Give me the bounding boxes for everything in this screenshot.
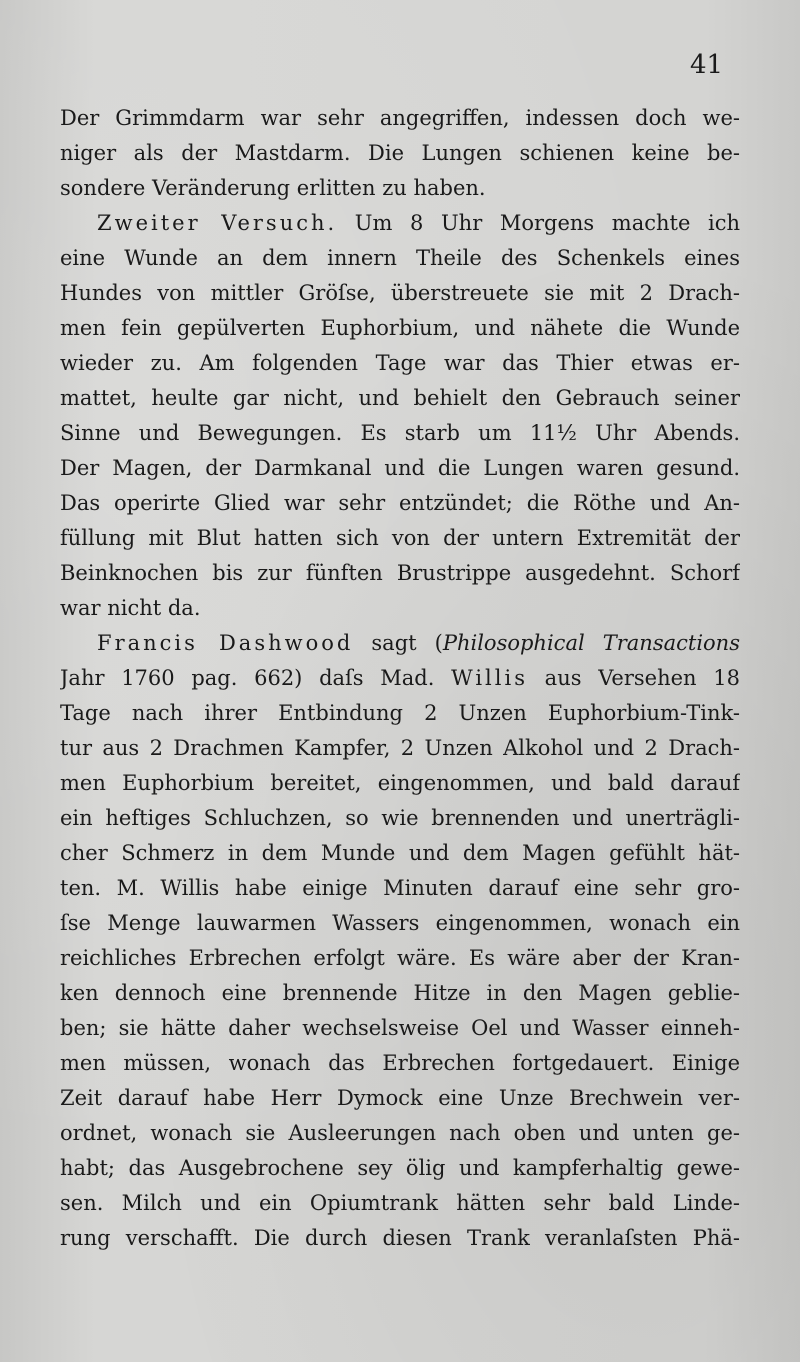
text-line: Der Grimmdarm war sehr angegriffen, indessen doch we- [60,106,740,130]
citation-title: Philosophical Transactions [442,631,740,655]
text-line: Tage nach ihrer Entbindung 2 Unzen Euphorbium-Tink- [60,701,740,725]
text-line: Das operirte Glied war sehr entzündet; die Röthe und An- [60,491,740,515]
text-line: Zeit darauf habe Herr Dymock eine Unze Brechwein ver- [60,1086,740,1110]
text-line: cher Schmerz in dem Munde und dem Magen gefühlt hät- [60,841,740,865]
section-heading: Zweiter Versuch. [97,211,338,235]
text-line: Beinknochen bis zur fünften Brustrippe ausgedehnt. Schorf [60,561,740,585]
text-line: eine Wunde an dem innern Theile des Schenkels eines [60,246,740,270]
text-line: ordnet, wonach sie Ausleerungen nach oben und unten ge- [60,1121,740,1145]
text-line: ein heftiges Schluchzen, so wie brennenden und unerträgli- [60,806,740,830]
text-line: reichliches Erbrechen erfolgt wäre. Es wäre aber der Kran- [60,946,740,970]
text-line: sondere Veränderung erlitten zu haben. [60,176,486,200]
author-name: Francis Dashwood [97,631,354,655]
text-line: niger als der Mastdarm. Die Lungen schienen keine be- [60,141,740,165]
text-line: Hundes von mittler Gröſse, überstreuete sie mit 2 Drach- [60,281,740,305]
text-line: rung verschafft. Die durch diesen Trank veranlaſsten Phä- [60,1226,740,1250]
text-line: habt; das Ausgebrochene sey ölig und kampferhaltig gewe- [60,1156,740,1180]
text-line: füllung mit Blut hatten sich von der untern Extremität der [60,526,740,550]
text-line: Zweiter Versuch. Um 8 Uhr Morgens machte ich [97,211,740,235]
text-line: men fein gepülverten Euphorbium, und nähete die Wunde [60,316,740,340]
text-line: Jahr 1760 pag. 662) daſs Mad. Willis aus Versehen 18 [60,666,740,690]
text-line: men Euphorbium bereitet, eingenommen, und bald darauf [60,771,740,795]
text-line: ben; sie hätte daher wechselsweise Oel und Wasser einneh- [60,1016,740,1040]
text-line: sen. Milch und ein Opiumtrank hätten sehr bald Linde- [60,1191,740,1215]
text-line: ſse Menge lauwarmen Wassers eingenommen, wonach ein [60,911,740,935]
text-line: mattet, heulte gar nicht, und behielt den Gebrauch seiner [60,386,740,410]
person-name: Willis [451,666,528,690]
text-line: Francis Dashwood sagt (Philosophical Transactions [97,631,740,655]
page-number: 41 [690,50,724,80]
text-line: ten. M. Willis habe einige Minuten darauf eine sehr gro- [60,876,740,900]
text-line: Der Magen, der Darmkanal und die Lungen waren gesund. [60,456,740,480]
text-line: Sinne und Bewegungen. Es starb um 11½ Uhr Abends. [60,421,740,445]
text-line: men müssen, wonach das Erbrechen fortgedauert. Einige [60,1051,740,1075]
text-line: wieder zu. Am folgenden Tage war das Thier etwas er- [60,351,740,375]
text-line: ken dennoch eine brennende Hitze in den Magen geblie- [60,981,740,1005]
text-line: war nicht da. [60,596,201,620]
text-line: tur aus 2 Drachmen Kampfer, 2 Unzen Alkohol und 2 Drach- [60,736,740,760]
